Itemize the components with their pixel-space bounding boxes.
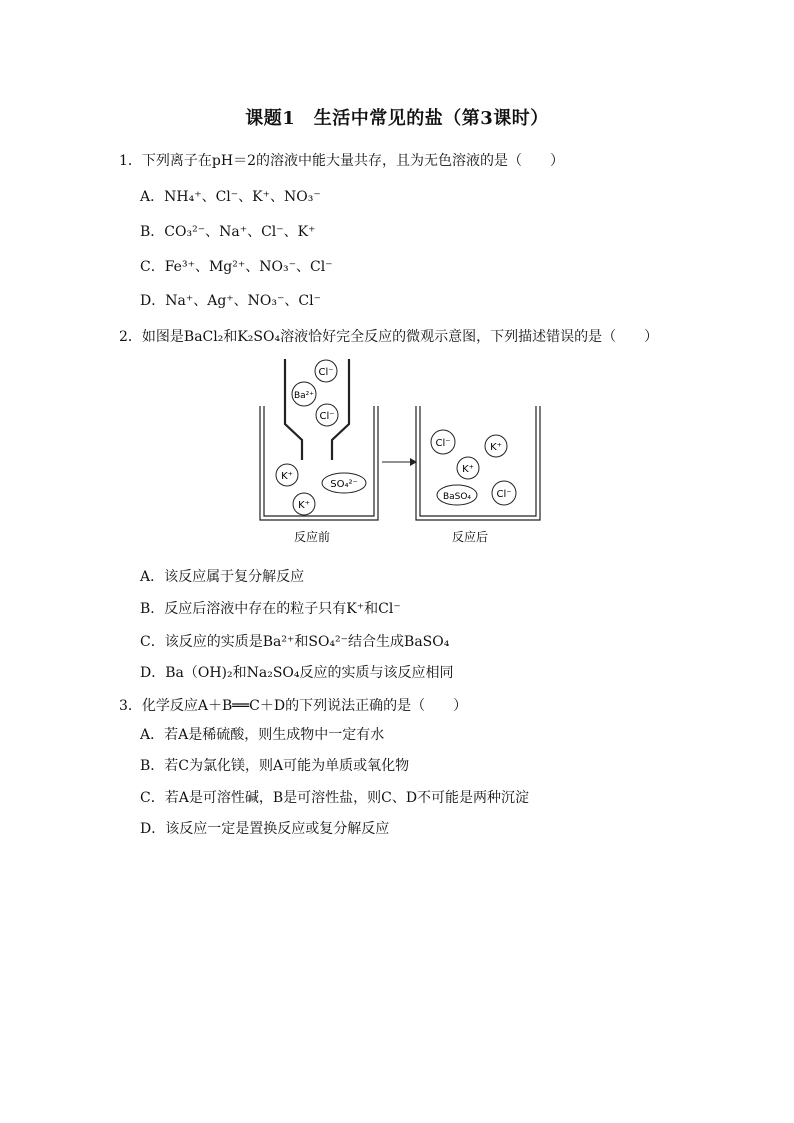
reaction-diagram <box>250 354 550 554</box>
caption-after: 反应后 <box>451 530 489 544</box>
option-text: 该反应的实质是Ba²⁺和SO₄²⁻结合生成BaSO₄ <box>164 634 450 650</box>
question-1-option-d <box>140 290 321 310</box>
option-label: D． <box>140 293 166 309</box>
before-ion-1: K⁺ <box>281 471 293 482</box>
option-label: C． <box>140 259 165 275</box>
option-label: D． <box>140 821 166 837</box>
caption-before: 反应前 <box>293 530 331 544</box>
question-2-option-c <box>140 631 449 651</box>
option-label: A． <box>140 569 165 585</box>
after-ion-1: Cl⁻ <box>435 438 451 449</box>
question-3-stem: 3．化学反应A＋B══C＋D的下列说法正确的是（ ） <box>119 698 468 714</box>
option-text: 若A是稀硫酸，则生成物中一定有水 <box>164 727 385 743</box>
option-label: B． <box>140 758 165 774</box>
question-3-option-d <box>140 818 389 838</box>
question-1-option-a <box>140 186 321 206</box>
option-text: 若C为氯化镁，则A可能为单质或氧化物 <box>164 758 410 774</box>
question-2-option-d <box>140 662 454 682</box>
option-text: 该反应一定是置换反应或复分解反应 <box>165 821 390 837</box>
option-label: C． <box>140 634 165 650</box>
option-label: B． <box>140 224 165 240</box>
before-ion-3: K⁺ <box>298 500 310 511</box>
option-text: 该反应属于复分解反应 <box>164 569 305 585</box>
option-label: A． <box>140 189 165 205</box>
question-3-option-b <box>140 755 409 775</box>
option-text: Fe³⁺、Mg²⁺、NO₃⁻、Cl⁻ <box>164 259 333 275</box>
option-text: CO₃²⁻、Na⁺、Cl⁻、K⁺ <box>164 224 316 240</box>
question-1-option-b <box>140 221 316 241</box>
dropper-ion-1: Cl⁻ <box>318 367 334 378</box>
question-3-option-c <box>140 787 529 807</box>
after-ion-2: K⁺ <box>490 442 502 453</box>
option-label: D． <box>140 665 166 681</box>
question-2-option-b <box>140 598 401 618</box>
option-label: B． <box>140 601 165 617</box>
option-text: Na⁺、Ag⁺、NO₃⁻、Cl⁻ <box>165 293 321 309</box>
after-ion-4: BaSO₄ <box>442 492 472 502</box>
before-ion-2: SO₄²⁻ <box>330 479 358 490</box>
option-text: Ba（OH)₂和Na₂SO₄反应的实质与该反应相同 <box>165 665 454 681</box>
dropper-ion-2: Ba²⁺ <box>293 391 315 401</box>
beaker-after-inner <box>420 406 536 516</box>
after-ion-3: K⁺ <box>462 464 474 475</box>
question-2-stem: 2．如图是BaCl₂和K₂SO₄溶液恰好完全反应的微观示意图，下列描述错误的是（ ） <box>119 329 659 345</box>
option-label: A． <box>140 727 165 743</box>
option-text: 反应后溶液中存在的粒子只有K⁺和Cl⁻ <box>164 601 401 617</box>
option-text: 若A是可溶性碱，B是可溶性盐，则C、D不可能是两种沉淀 <box>164 790 530 806</box>
page-title: 课题1 生活中常见的盐（第3课时） <box>245 108 549 129</box>
after-ion-5: Cl⁻ <box>496 489 512 500</box>
dropper-ion-3: Cl⁻ <box>319 411 335 422</box>
option-text: NH₄⁺、Cl⁻、K⁺、NO₃⁻ <box>164 189 321 205</box>
question-3-option-a <box>140 724 384 744</box>
question-2-option-a <box>140 566 304 586</box>
dropper-left-wall <box>285 359 302 460</box>
question-1-option-c <box>140 256 333 276</box>
question-1-stem: 1．下列离子在pH＝2的溶液中能大量共存，且为无色溶液的是（ ） <box>119 153 564 169</box>
option-label: C． <box>140 790 165 806</box>
